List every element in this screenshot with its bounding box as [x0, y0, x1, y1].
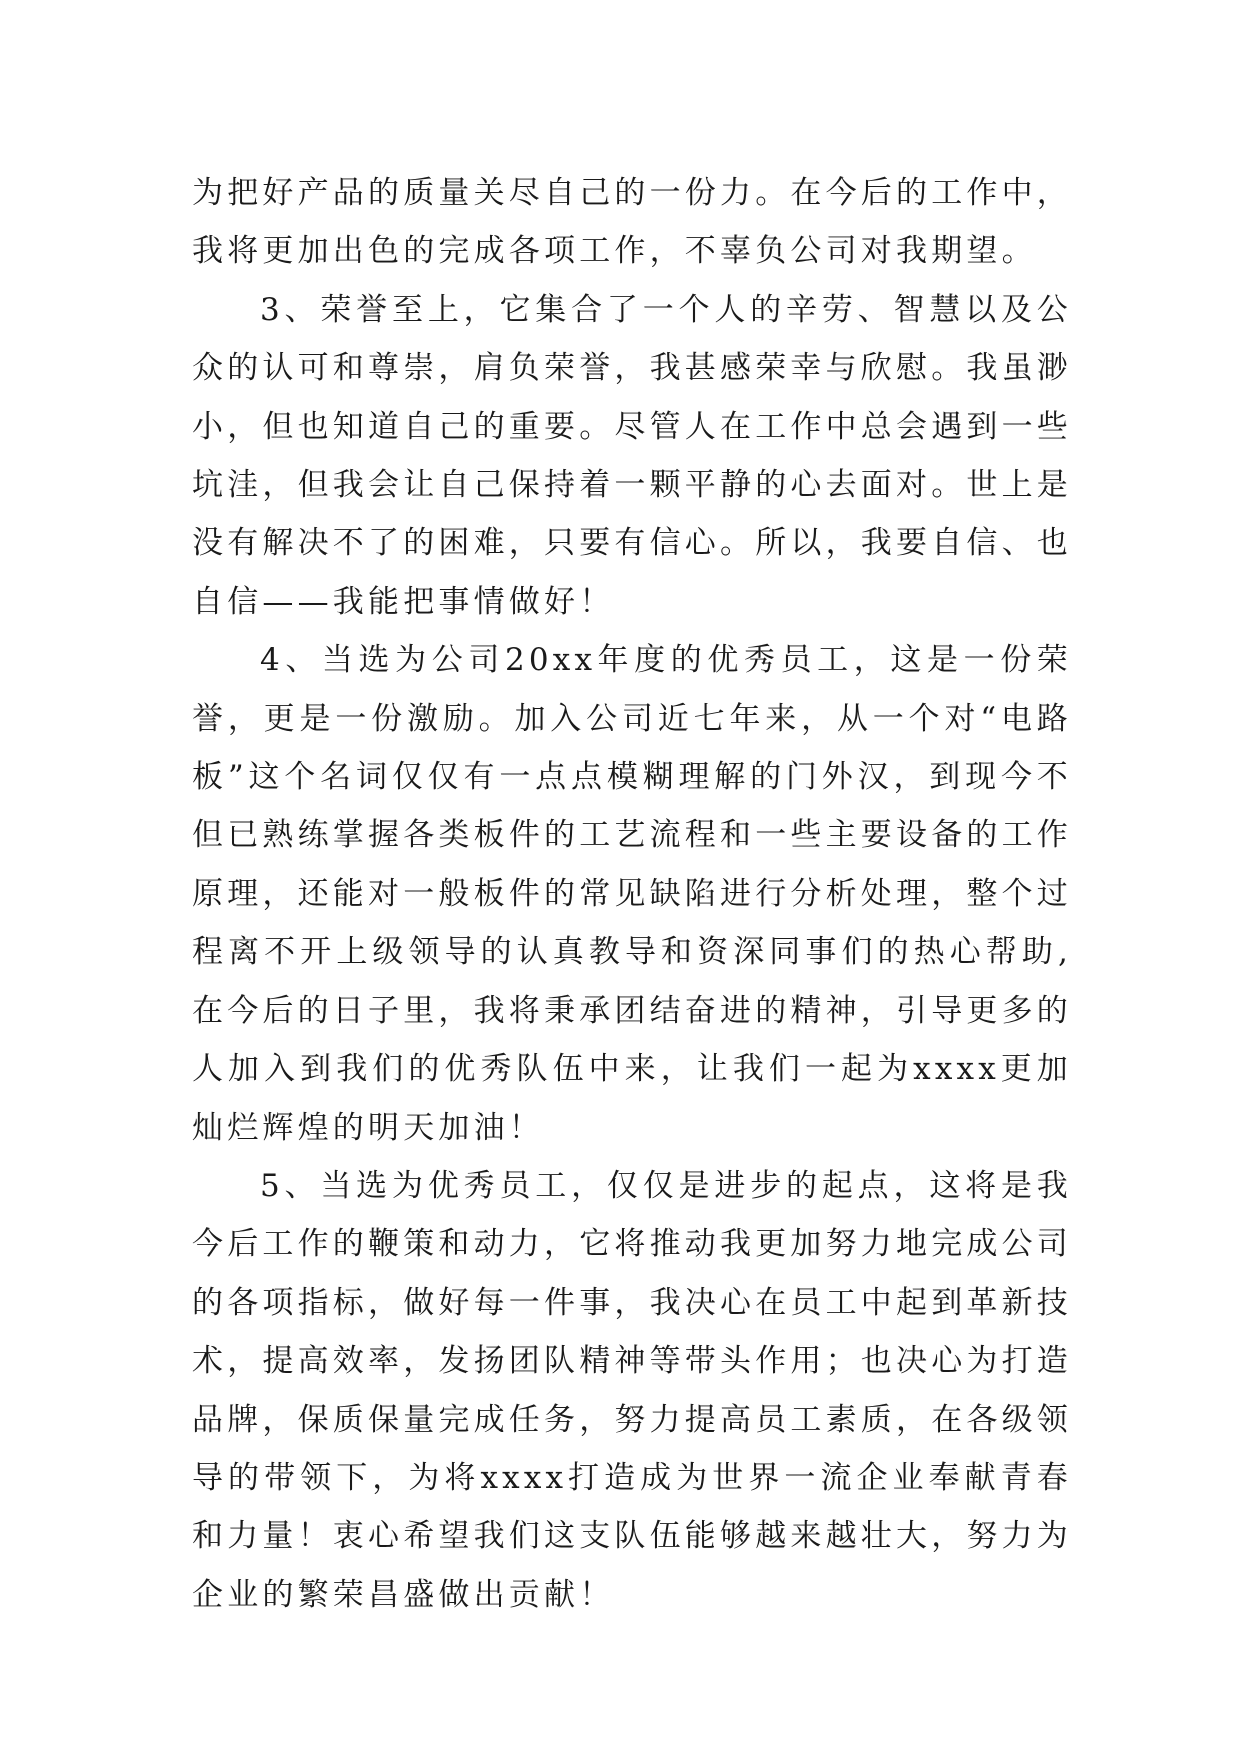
paragraph-4: 4、当选为公司20xx年度的优秀员工，这是一份荣誉，更是一份激励。加入公司近七年来，从一个对“电路板”这个名词仅仅有一点点模糊理解的门外汉，到现今不但已熟练掌握各类板件的工艺流程和一些主要设备的工作原理，还能对一般板件的常见缺陷进行分析处理，整个过程离不开上级领导的认真教导和资深同事们的热心帮助,在今后的日子里，我将秉承团结奋进的精神，引导更多的人加入到我们的优秀队伍中来，让我们一起为xxxx更加灿烂辉煌的明天加油！ [192, 642, 1072, 1146]
paragraph-intro: 为把好产品的质量关尽自己的一份力。在今后的工作中，我将更加出色的完成各项工作，不辜负公司对我期望。 [192, 175, 1072, 270]
document-body [192, 164, 1072, 1624]
paragraph-5: 5、当选为优秀员工，仅仅是进步的起点，这将是我今后工作的鞭策和动力，它将推动我更加努力地完成公司的各项指标，做好每一件事，我决心在员工中起到革新技术，提高效率，发扬团队精神等带头作用；也决心为打造品牌，保质保量完成任务，努力提高员工素质，在各级领导的带领下，为将xxxx打造成为世界一流企业奉献青春和力量！衷心希望我们这支队伍能够越来越壮大，努力为企业的繁荣昌盛做出贡献！ [192, 1167, 1072, 1613]
paragraph-3: 3、荣誉至上，它集合了一个人的辛劳、智慧以及公众的认可和尊崇，肩负荣誉，我甚感荣幸与欣慰。我虽渺小，但也知道自己的重要。尽管人在工作中总会遇到一些坑洼，但我会让自己保持着一颗平静的心去面对。世上是没有解决不了的困难，只要有信心。所以，我要自信、也自信——我能把事情做好！ [192, 291, 1072, 620]
